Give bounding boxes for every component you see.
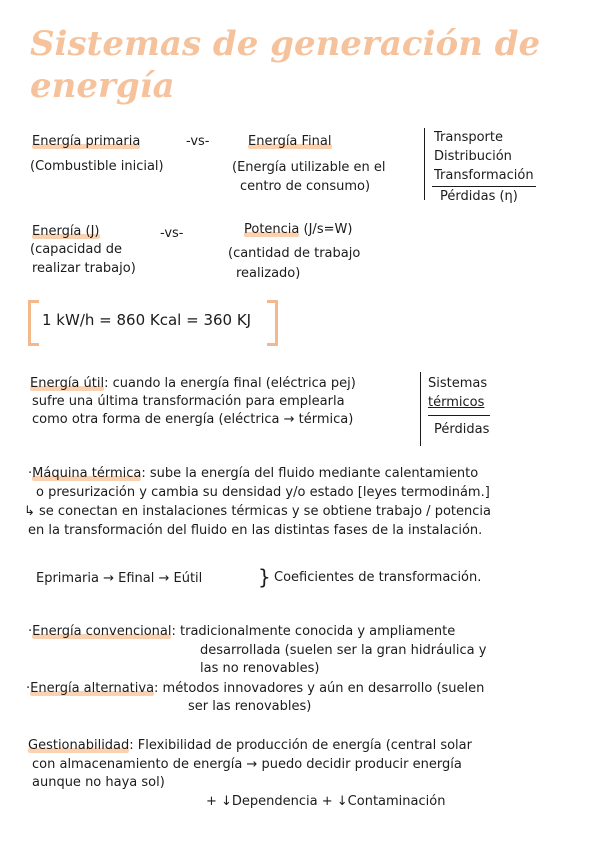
- equivalence-formula: 1 kW/h = 860 Kcal = 360 KJ: [42, 311, 252, 329]
- chain-flow: Eprimaria → Efinal → Eútil: [36, 571, 203, 586]
- vs-label: -vs-: [186, 134, 210, 149]
- util-side-termicos: térmicos: [428, 395, 485, 410]
- side-brace: [424, 128, 425, 200]
- gestion-line-3: aunque no haya sol): [32, 775, 165, 790]
- left-bracket: [28, 300, 39, 346]
- alternativa-line-2: ser las renovables): [188, 699, 312, 714]
- gestion-line-4: + ↓Dependencia + ↓Contaminación: [206, 794, 446, 809]
- vs-label-2: -vs-: [160, 226, 184, 241]
- primaria-desc: (Combustible inicial): [30, 159, 164, 174]
- util-line-2: sufre una última transformación para emplearla: [32, 394, 345, 409]
- convencional-line-3: las no renovables): [200, 661, 320, 676]
- chain-brace: }: [258, 565, 271, 589]
- util-side-divider: [428, 415, 490, 416]
- page-title-cont: energía: [30, 66, 175, 106]
- energia-j-desc-2: realizar trabajo): [32, 261, 136, 276]
- maquina-line-1: ·Máquina térmica: sube la energía del fluido mediante calentamiento: [28, 466, 479, 481]
- util-line-3: como otra forma de energía (eléctrica → térmica): [32, 412, 354, 427]
- maquina-line-4: en la transformación del fluido en las distintas fases de la instalación.: [28, 523, 483, 538]
- primaria-term: Energía primaria: [32, 134, 141, 149]
- gestion-line-1: Gestionabilidad: Flexibilidad de producción de energía (central solar: [28, 738, 472, 753]
- util-line-1: Energía útil: cuando la energía final (eléctrica pej): [30, 376, 356, 391]
- util-side-sistemas: Sistemas: [428, 376, 488, 391]
- potencia-term: Potencia (J/s=W): [244, 222, 353, 237]
- side-item-distribucion: Distribución: [434, 149, 512, 164]
- side-divider: [432, 186, 536, 187]
- convencional-line-1: ·Energía convencional: tradicionalmente conocida y ampliamente: [28, 624, 456, 639]
- final-desc-1: (Energía utilizable en el: [232, 160, 386, 175]
- final-desc-2: centro de consumo): [240, 179, 371, 194]
- side-item-transporte: Transporte: [434, 130, 503, 145]
- energia-j-term: Energía (J): [32, 224, 100, 239]
- potencia-desc-2: realizado): [236, 266, 301, 281]
- side-item-transformacion: Transformación: [434, 168, 534, 183]
- convencional-line-2: desarrollada (suelen ser la gran hidráulica y: [200, 643, 487, 658]
- alternativa-line-1: ·Energía alternativa: métodos innovadores y aún en desarrollo (suelen: [26, 681, 485, 696]
- util-side-brace: [420, 372, 421, 446]
- equivalence-box: [28, 300, 278, 344]
- gestion-line-2: con almacenamiento de energía → puedo decidir producir energía: [32, 757, 462, 772]
- page-title: Sistemas de generación de: [30, 24, 541, 64]
- energia-j-desc-1: (capacidad de: [30, 242, 123, 257]
- maquina-line-3: ↳ se conectan en instalaciones térmicas y se obtiene trabajo / potencia: [24, 504, 491, 519]
- side-item-perdidas: Pérdidas (η): [440, 189, 518, 204]
- chain-text: Coeficientes de transformación.: [274, 570, 482, 585]
- util-side-perdidas: Pérdidas: [434, 422, 490, 437]
- right-bracket: [267, 300, 278, 346]
- maquina-line-2: o presurización y cambia su densidad y/o estado [leyes termodinám.]: [36, 485, 490, 500]
- final-term: Energía Final: [248, 134, 332, 149]
- potencia-desc-1: (cantidad de trabajo: [228, 246, 361, 261]
